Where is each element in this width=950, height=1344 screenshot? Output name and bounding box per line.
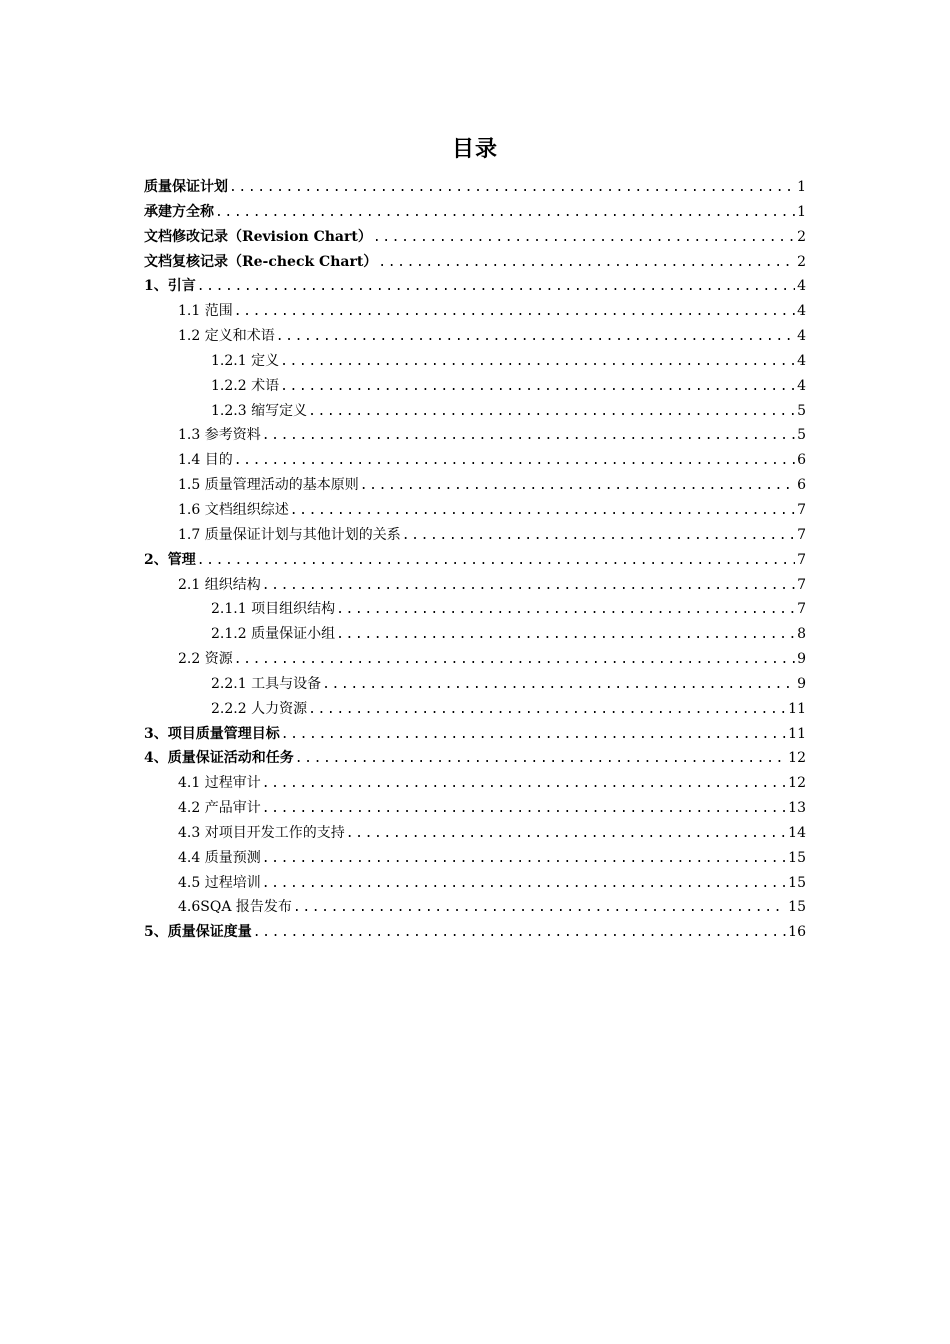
toc-entry[interactable] (144, 846, 806, 871)
toc-leader-dots (234, 300, 795, 324)
toc-leader-dots (215, 201, 795, 225)
toc-entry[interactable] (144, 274, 806, 299)
toc-page-number: 7 (797, 601, 806, 618)
toc-page-number: 2 (797, 228, 806, 245)
toc-leader-dots (262, 772, 786, 796)
toc-entry[interactable] (144, 871, 806, 896)
toc-entry-text: 2.2.2 人力资源 (211, 697, 308, 722)
toc-leader-dots (308, 698, 786, 722)
toc-entry[interactable] (144, 821, 806, 846)
toc-entry-text: 2.2 资源 (178, 647, 234, 672)
toc-leader-dots (197, 549, 795, 573)
toc-page-number: 13 (788, 800, 806, 817)
toc-page-number: 4 (797, 352, 806, 369)
toc-entry[interactable] (144, 746, 806, 771)
toc-leader-dots (253, 921, 786, 945)
toc-entry-text: 4.6SQA 报告发布 (178, 895, 293, 920)
toc-leader-dots (281, 723, 786, 747)
toc-entry[interactable] (144, 399, 806, 424)
toc-entry-text: 1.5 质量管理活动的基本原则 (178, 473, 360, 498)
toc-leader-dots (293, 896, 786, 920)
toc-entry-text: 承建方全称 (144, 200, 215, 225)
toc-entry[interactable] (144, 448, 806, 473)
toc-page-number: 11 (788, 725, 806, 742)
toc-page-number: 1 (797, 179, 806, 195)
toc-page-number: 16 (788, 924, 806, 941)
toc-leader-dots (373, 226, 795, 250)
toc-leader-dots (290, 499, 795, 523)
toc-entry-text: 1.4 目的 (178, 448, 234, 473)
toc-leader-dots (336, 598, 795, 622)
toc-leader-dots (234, 449, 795, 473)
toc-entry-text: 2.1 组织结构 (178, 573, 262, 598)
toc-leader-dots (360, 474, 795, 498)
toc-page-number: 4 (797, 278, 806, 295)
toc-leader-dots (402, 524, 795, 548)
toc-page-number: 15 (788, 899, 806, 916)
toc-entry[interactable] (144, 672, 806, 697)
toc-entry-text: 4.2 产品审计 (178, 796, 262, 821)
toc-page-number: 9 (797, 651, 806, 668)
toc-entry[interactable] (144, 473, 806, 498)
toc-page-number: 1 (797, 203, 806, 220)
toc-entry[interactable] (144, 622, 806, 647)
toc-leader-dots (197, 275, 795, 299)
toc-entry-text: 4.1 过程审计 (178, 771, 262, 796)
toc-entry-text: 5、质量保证度量 (144, 920, 253, 945)
toc-entry[interactable] (144, 423, 806, 448)
toc-page-number: 7 (797, 526, 806, 543)
toc-page-number: 12 (788, 775, 806, 792)
toc-entry-text: 2.1.1 项目组织结构 (211, 597, 336, 622)
toc-leader-dots (229, 176, 795, 200)
toc-entry-text: 1.2.3 缩写定义 (211, 399, 308, 424)
toc-entry[interactable] (144, 573, 806, 598)
toc-leader-dots (276, 325, 795, 349)
toc-entry-text: 质量保证计划 (144, 175, 229, 200)
toc-page-number: 15 (788, 874, 806, 891)
toc-leader-dots (262, 424, 795, 448)
toc-leader-dots (308, 400, 795, 424)
toc-page-number: 7 (797, 551, 806, 568)
toc-entry[interactable] (144, 647, 806, 672)
toc-page-number: 4 (797, 303, 806, 320)
toc-entry-text: 4.4 质量预测 (178, 846, 262, 871)
toc-entry[interactable] (144, 299, 806, 324)
toc-page-number: 14 (788, 824, 806, 841)
toc-entry-text: 2、管理 (144, 548, 197, 573)
toc-entry[interactable] (144, 895, 806, 920)
toc-leader-dots (280, 350, 795, 374)
toc-entry[interactable] (144, 796, 806, 821)
toc-entry[interactable] (144, 548, 806, 573)
toc-entry-text: 1.1 范围 (178, 299, 234, 324)
toc-entry-text: 1、引言 (144, 274, 197, 299)
toc-page-number: 15 (788, 849, 806, 866)
toc-page-number: 6 (797, 477, 806, 494)
toc-leader-dots (378, 251, 795, 275)
toc-leader-dots (346, 822, 786, 846)
toc-entry-text: 文档修改记录（Revision Chart） (144, 225, 373, 250)
toc-page-number: 7 (797, 576, 806, 593)
toc-leader-dots (262, 574, 795, 598)
toc-entry-text: 4.5 过程培训 (178, 871, 262, 896)
toc-entry-text: 1.6 文档组织综述 (178, 498, 290, 523)
toc-page-number: 11 (788, 700, 806, 717)
toc-entry-text: 文档复核记录（Re-check Chart） (144, 250, 378, 275)
toc-leader-dots (336, 623, 795, 647)
toc-leader-dots (262, 872, 786, 896)
toc-entry[interactable] (144, 597, 806, 622)
toc-entry[interactable] (144, 523, 806, 548)
toc-page-number: 4 (797, 328, 806, 345)
toc-entry-text: 1.3 参考资料 (178, 423, 262, 448)
toc-entry[interactable] (144, 250, 806, 275)
toc-entry[interactable] (144, 175, 806, 200)
toc-page-number: 6 (797, 452, 806, 469)
toc-entry[interactable] (144, 374, 806, 399)
toc-entry[interactable] (144, 498, 806, 523)
toc-page-number: 9 (797, 675, 806, 692)
toc-page-number: 5 (797, 427, 806, 444)
toc-entry-text: 1.7 质量保证计划与其他计划的关系 (178, 523, 402, 548)
toc-entry-text: 3、项目质量管理目标 (144, 722, 281, 747)
toc-leader-dots (262, 797, 786, 821)
toc-entry-text: 4、质量保证活动和任务 (144, 746, 295, 771)
toc-entry-text: 1.2.2 术语 (211, 374, 280, 399)
toc-page-number: 4 (797, 377, 806, 394)
toc-entry[interactable] (144, 771, 806, 796)
toc-entry[interactable] (144, 349, 806, 374)
toc-leader-dots (262, 847, 786, 871)
toc-entry[interactable] (144, 722, 806, 747)
toc-page-number: 7 (797, 501, 806, 518)
toc-page-number: 2 (797, 253, 806, 270)
toc-entry-text: 2.1.2 质量保证小组 (211, 622, 336, 647)
toc-entry[interactable] (144, 200, 806, 225)
toc-entry[interactable] (144, 324, 806, 349)
table-of-contents (144, 175, 806, 945)
toc-leader-dots (295, 747, 786, 771)
toc-title: 目录 (451, 137, 498, 162)
toc-page-number: 5 (797, 402, 806, 419)
toc-entry-text: 2.2.1 工具与设备 (211, 672, 322, 697)
toc-leader-dots (280, 375, 795, 399)
toc-entry-text: 1.2 定义和术语 (178, 324, 276, 349)
toc-entry-text: 1.2.1 定义 (211, 349, 280, 374)
toc-page-number: 12 (788, 750, 806, 767)
toc-page-number: 8 (797, 626, 806, 643)
toc-leader-dots (234, 648, 795, 672)
toc-entry-text: 4.3 对项目开发工作的支持 (178, 821, 346, 846)
toc-leader-dots (322, 673, 795, 697)
toc-entry[interactable] (144, 225, 806, 250)
toc-entry[interactable] (144, 920, 806, 945)
toc-entry[interactable] (144, 697, 806, 722)
